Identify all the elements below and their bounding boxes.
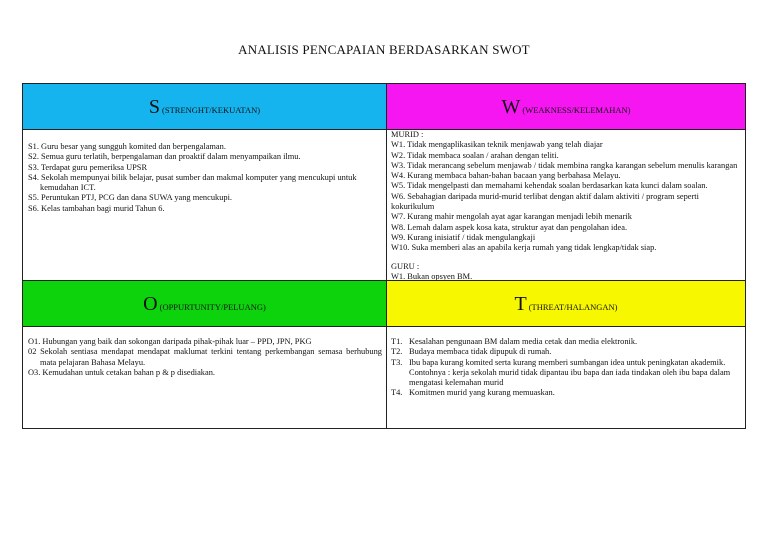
strength-content: [23, 130, 387, 281]
swot-table: [22, 83, 746, 429]
list-item: S3. Terdapat guru pemeriksa UPSR: [28, 162, 148, 172]
item-label: T3.: [391, 357, 403, 367]
list-item: [391, 347, 741, 357]
opportunity-letter: O: [143, 292, 158, 315]
murid-heading: MURID :: [391, 130, 424, 139]
opportunity-content: [23, 327, 387, 428]
document-title: ANALISIS PENCAPAIAN BERDASARKAN SWOT: [238, 42, 530, 57]
strength-letter: S: [148, 95, 161, 118]
list-item: W5. Tidak mengelpasti dan memahami kehendak soalan berdasarkan kata kunci dalam soalan.: [391, 181, 708, 191]
list-item: 02 Sekolah sentiasa mendapat mendapat maklumat terkini tentang perkembangan semasa berhubung mata pelajaran Bahasa Melayu.: [28, 347, 382, 367]
list-item: W1. Bukan opsyen BM.: [391, 271, 473, 281]
list-item: W4. Kurang membaca bahan-bahan bacaan yang berbahasa Melayu.: [391, 171, 621, 181]
weakness-letter: W: [501, 95, 521, 118]
list-item: S4. Sekolah mempunyai bilik belajar, pusat sumber dan makmal komputer yang mencukupi untuk kemudahan ICT.: [28, 172, 357, 193]
item-text: Budaya membaca tidak dipupuk di rumah.: [409, 347, 552, 357]
list-item: [391, 337, 741, 347]
list-item: S2. Semua guru terlatih, berpengalaman dan proaktif dalam menyampaikan ilmu.: [28, 152, 301, 162]
item-text: Komitmen murid yang kurang memuaskan.: [409, 388, 555, 398]
strength-header: [23, 84, 387, 130]
list-item: W9. Kurang inisiatif / tidak mengulangkaji: [391, 232, 536, 242]
guru-heading: GURU :: [391, 261, 420, 271]
weakness-content: [387, 130, 745, 281]
weakness-header: [387, 84, 745, 130]
list-item: S1. Guru besar yang sungguh komited dan berpengalaman.: [28, 142, 226, 151]
item-text: Kesalahan pengunaan BM dalam media cetak dan media elektronik.: [409, 337, 638, 346]
list-item: O1. Hubungan yang baik dan sokongan daripada pihak-pihak luar – PPD, JPN, PKG: [28, 337, 312, 346]
list-item: W3. Tidak merancang sebelum menjawab / tidak membina rangka karangan sebelum menulis karangan: [391, 160, 738, 170]
list-item: S5. Peruntukan PTJ, PCG dan dana SUWA yang mencukupi.: [28, 193, 233, 203]
list-item: [391, 388, 741, 398]
list-item: W10. Suka memberi alas an apabila kerja rumah yang tidak lengkap/tidak siap.: [391, 243, 657, 253]
item-text: Ibu bapa kurang komited serta kurang memberi sumbangan idea untuk peningkatan akademik. Contohnya : kerja sekolah murid tidak dipantau ibu bapa dan iada tindakan oleh ibu bapa dalam mengatasi kelemahan murid: [409, 357, 731, 388]
list-item: W7. Kurang mahir mengolah ayat agar karangan menjadi lebih menarik: [391, 212, 632, 222]
item-label: T1.: [391, 337, 403, 346]
threat-header: [387, 281, 745, 327]
list-item: W1. Tidak mengaplikasikan teknik menjawab yang telah diajar: [391, 140, 603, 150]
list-item: O3. Kemudahan untuk cetakan bahan p & p disediakan.: [28, 367, 215, 377]
list-item: W8. Lemah dalam aspek kosa kata, struktur ayat dan pengolahan idea.: [391, 222, 628, 232]
opportunity-label: (OPPURTUNITY/PELUANG): [159, 301, 266, 312]
list-item: W6. Sebahagian daripada murid-murid terlibat dengan aktif dalam aktiviti / program seperti kokurikulum: [391, 191, 699, 212]
item-label: T4.: [391, 388, 403, 398]
opportunity-header: [23, 281, 387, 327]
threat-label: (THREAT/HALANGAN): [528, 301, 618, 312]
weakness-label: (WEAKNESS/KELEMAHAN): [522, 104, 631, 115]
strength-label: (STRENGHT/KEKUATAN): [162, 104, 261, 115]
threat-content: [387, 327, 745, 428]
item-label: T2.: [391, 347, 403, 357]
threat-letter: T: [514, 292, 527, 315]
list-item: S6. Kelas tambahan bagi murid Tahun 6.: [28, 203, 165, 213]
list-item: [391, 358, 741, 389]
list-item: W2. Tidak membaca soalan / arahan dengan teliti.: [391, 150, 559, 160]
